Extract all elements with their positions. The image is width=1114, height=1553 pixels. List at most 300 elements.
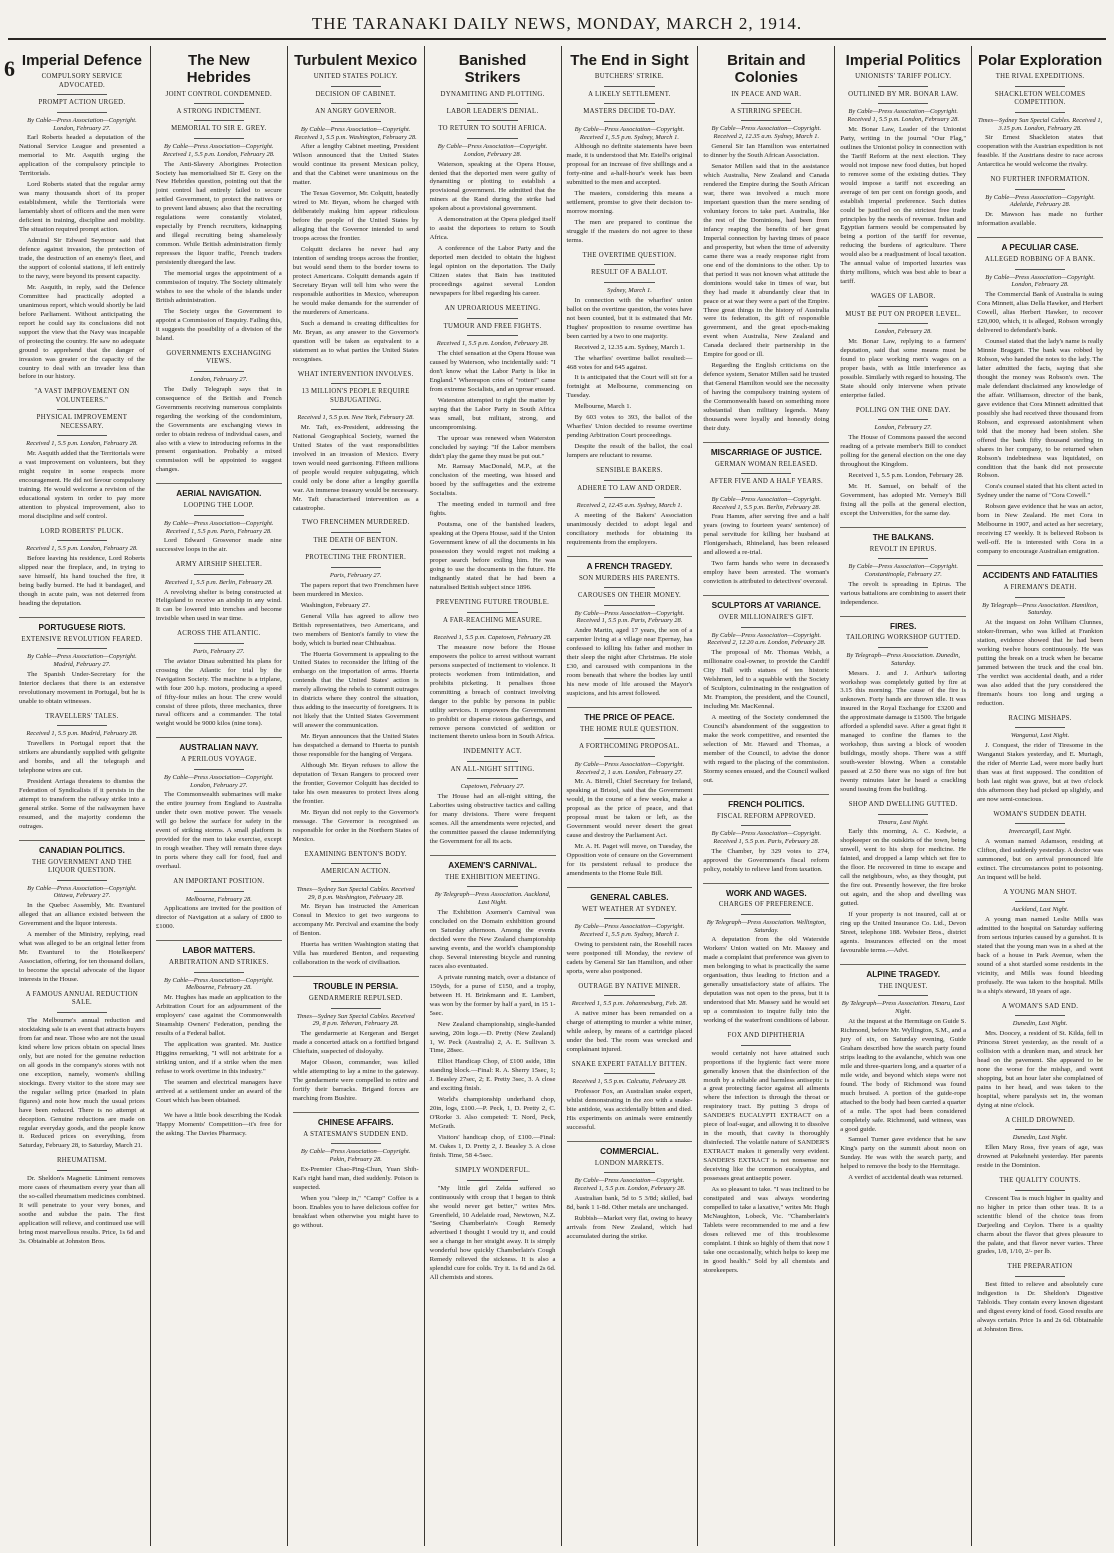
- dateline: By Telegraph—Press Association. Auckland, Last Night.: [434, 891, 551, 907]
- subheading-rule: [741, 473, 791, 474]
- article: [840, 293, 966, 401]
- article-paragraph: Waterston attempted to right the matter by saying that the Labor Party in South Africa was small, but militant, strong, and uncompromising.: [429, 396, 556, 431]
- article-headline: FRENCH POLITICS.: [703, 794, 829, 810]
- dateline: Received 1, 5.5 p.m. Calcutta, February 28.: [572, 1078, 687, 1086]
- article-subheading: RACING MISHAPS.: [1008, 714, 1072, 722]
- article: [977, 565, 1103, 709]
- article-subheading: DECISION OF CABINET.: [315, 90, 396, 98]
- subheading-rule: [1015, 823, 1065, 824]
- subheading-rule: [467, 886, 517, 887]
- article-paragraph: Mr. Asquith added that the Territorials were a vast improvement on volunteers, but they might require in some respects more encouragement. He did not favour compulsory training. He would welcome a revision of the educational system in order to pay more attention to physical improvement, also to moral discipline and self control.: [19, 450, 145, 520]
- article-paragraph: Sir Ernest Shackleton states that cooperation with the Austrian expedition is not feasible. If the Austrians desire to race across Antarctica he would welcome the rivalry.: [977, 134, 1103, 169]
- subheading-rule: [604, 121, 654, 122]
- article-subheading: NO FURTHER INFORMATION.: [990, 176, 1090, 184]
- subheading-rule: [57, 435, 107, 436]
- article-subheading: DYNAMITING AND PLOTTING.: [440, 90, 545, 98]
- article: [567, 73, 693, 246]
- subheading-rule: [57, 1012, 107, 1013]
- article-paragraph: Earl Roberts headed a deputation of the National Service League and presented a memorial to Mr. Asquith urging the application of the compulsory principle to Territorials.: [19, 134, 145, 178]
- dateline: Received 1, 5.5 p.m. London, February 28.: [26, 545, 138, 553]
- dateline: Times—Sydney Sun Special Cables. Received 1, 3.15 p.m. London, February 28.: [977, 116, 1103, 132]
- subheading-rule: [467, 629, 517, 630]
- article-subheading: THE EXHIBITION MEETING.: [445, 873, 541, 881]
- article: [19, 388, 145, 521]
- article-subheading: TWO FRENCHMEN MURDERED.: [301, 519, 410, 527]
- dateline: By Cable—Press Association—Copyright. Received 1, 5.5 p.m. London, February 28.: [573, 1177, 686, 1193]
- masthead: THE TARANAKI DAILY NEWS, MONDAY, MARCH 2, 1914.: [311, 14, 803, 33]
- article-paragraph: The House of Commons passed the second reading of a private member's Bill to conduct polling for the general election on the one day throughout the Kingdom.: [840, 434, 967, 468]
- article-paragraph: Best fitted to relieve and absolutely cure indigestion is Dr. Sheldon's Digestive Tabloids. They contain every known digestant and digest every kind of food. Good results are always certain. Price 1s and 2s 6d. Obtainable at Johnston Bros.: [977, 1280, 1103, 1333]
- article-subheading: A PERILOUS VOYAGE.: [181, 756, 257, 764]
- news-column: [972, 46, 1108, 1546]
- article: [977, 1177, 1103, 1257]
- dateline: By Cable—Press Association—Copyright. Received 2, 12.35 a.m. Sydney, March 1.: [711, 125, 822, 141]
- subheading-rule: [604, 264, 654, 265]
- article-paragraph: The application was granted. Mr. Justice Higgins remarking, "I will not arbitrate for a striking union, and if a strike when the men refuse to work overtime in this industry.": [155, 1041, 282, 1075]
- article-paragraph: J. Conquest, the rider of Tiresome in the Wanganui Stakes yesterday, and E. Murtagh, the rider of Merrie Lad, were more badly hurt than was at first supposed. The condition of both last night was grave, but at two o'clock this afternoon they had picked up slightly, and are now semi-conscious.: [977, 742, 1103, 803]
- article-paragraph: A meeting of the Bakers' Association unanimously decided to adopt legal and conciliatory methods for obtaining its requirements from the employers.: [566, 511, 693, 546]
- subheading-rule: [878, 306, 928, 307]
- article-subheading: THE OVERTIME QUESTION.: [582, 251, 677, 259]
- column-headline: Britain and Colonies: [727, 52, 806, 87]
- subheading-rule: [331, 567, 381, 568]
- subheading-rule: [467, 778, 517, 779]
- article-subheading: AFTER FIVE AND A HALF YEARS.: [709, 478, 824, 486]
- dateline: Times—Sydney Sun Special Cables. Received 29, 8 p.m. Washington, February 28.: [296, 885, 415, 901]
- article: [703, 91, 829, 435]
- article-paragraph: The Daily Telegraph says that in consequence of the British and French Governments receiving numerous complaints regarding the working of the condominium, the Governments are exchanging views in order to obtain redress of individual cases, and also with a view to introducing reforms in the present organisation. Probably a mixed commission will be appointed to suggest changes.: [155, 385, 282, 474]
- article-paragraph: When you "sleep in," "Camp" Coffee is a boon. Enables you to have delicious coffee for breakfast when otherwise you might have to go without.: [292, 1194, 419, 1229]
- subheading-rule: [878, 814, 928, 815]
- news-column: [562, 46, 699, 1546]
- subheading-rule: [467, 335, 517, 336]
- article-paragraph: Dr. Sheldon's Magnetic Liniment removes more cases of rheumatism every year than all the so-called rheumatism medicines combined. It will penetrate to your very bones, and soothe and subdue the pain. The first application will relieve, and continued use will bring most marvellous results. Price, 1s 6d and 3s. Obtainable at Johnston Bros.: [19, 1174, 145, 1245]
- article-paragraph: Washington, February 27.: [300, 601, 371, 609]
- subheading-rule: [467, 138, 517, 139]
- article-paragraph: Australian bank, 5d to 5 3/8d; skilled, bad 8d, bank 1 1-8d. Other metals are unchanged.: [566, 1195, 693, 1211]
- article-paragraph: Mr. Bryan did not reply to the Governor's message. The Governor is recognised as responsible for order in the Northern States of Mexico.: [292, 808, 419, 843]
- article-subheading: AN UPROARIOUS MEETING.: [444, 305, 541, 313]
- article-subheading: CHARGES OF PREFERENCE.: [718, 901, 814, 909]
- subheading-rule: [604, 103, 654, 104]
- article-subheading: MEMORIAL TO SIR E. GREY.: [171, 125, 267, 133]
- article-paragraph: Samuel Turner gave evidence that he saw King's party on the summit about noon on Sunday. He was with the search party, and helped to remove the body to the Hermitage.: [840, 1136, 967, 1171]
- article-subheading: A STIRRING SPEECH.: [730, 107, 803, 115]
- article-paragraph: Crescent Tea is much higher in quality and no higher in price than other teas. It is a scientific blend of the choice teas from Darjeeling and Ceylon. There is a quality charm about the flavor that gives pleasure to the palate, and that flavor never varies. Three grades, 1/8, 1/10, 2/- per lb.: [977, 1194, 1103, 1256]
- article-paragraph: Received 1, 5.5 p.m. London, February 28.: [848, 471, 964, 479]
- article-headline: TROUBLE IN PERSIA.: [293, 976, 419, 992]
- subheading-rule: [467, 612, 517, 613]
- article: [977, 1117, 1103, 1171]
- subheading-rule: [878, 995, 928, 996]
- subheading-rule: [741, 491, 791, 492]
- subheading-rule: [1015, 189, 1065, 190]
- article-subheading: AN IMPORTANT POSITION.: [173, 878, 265, 886]
- article-paragraph: The Commercial Bank of Australia is suing Cora Minnett, alias Della Hawker, and Herbert Cowell, alias Herbert Hawker, to recover £20,000, which, it is alleged, Robson wrongly delivered to defendant's bank.: [977, 291, 1103, 334]
- article-headline: AXEMEN'S CARNIVAL.: [430, 855, 556, 871]
- article-paragraph: Waterson, speaking at the Opera House, denied that the deported men were guilty of dynamiting or plotting to establish a provisional government. He admitted that the miners at the Rand during the strike had spoken about a provisional government.: [429, 160, 556, 213]
- page-number: 6: [4, 56, 15, 81]
- article-paragraph: The memorial urges the appointment of a commission of inquiry. The Society ultimately wishes to see the whole of the islands under British administration.: [155, 270, 282, 305]
- article-paragraph: Mr. Bonar Law, replying to a farmers' deputation, said that some means must be found to place working men's wages on a proper basis, with as little interference as possible. Similarly with regard to housing. The State should only intervene when private enterprise failed.: [840, 338, 967, 399]
- article-paragraph: Before leaving his residence, Lord Roberts slipped near the fireplace, and, in trying to save himself, his hand touched the fire, it being badly burned. He had it bandaged, and though in acute pain, was not deterred from heading the deputation.: [19, 555, 145, 608]
- article-subheading: A STRONG INDICTMENT.: [176, 107, 262, 115]
- article-subheading: A YOUNG MAN SHOT.: [1003, 889, 1077, 896]
- dateline: Paris, February 27.: [192, 647, 245, 655]
- article-paragraph: Robson gave evidence that he was an actor, born in New Zealand. He met Cora in Melbourne in 1907, and acted as her secretary, receiving £7 weekly. It is believed Robson is well-off. He is interested with Cora in a company to encourage Australian emigration.: [977, 503, 1103, 556]
- article-paragraph: The seamen and electrical managers have arrived at a settlement under an award of the Court which has been obtained.: [155, 1078, 282, 1104]
- dateline: Invercargill, Last Night.: [1008, 828, 1072, 836]
- article-paragraph: Messrs. J. and J. Arthur's tailoring workshop was completely gutted by fire at 3.15 this morning. The cause of the fire is unknown. Forty hands are thrown idle. It was insured in the Royal Exchange for £3200 and the approximate damage is £1500. The brigade afforded a splendid save. After a great fight it managed to confine the flames to the workshop, thus saving a block of wooden buildings, mostly shops. There was a stiff south-wester blowing. When a constable passed at 2.50 there was no sign of fire but twenty minutes later he heard a crackling sound issuing from the building.: [840, 669, 967, 794]
- article-subheading: LOOPING THE LOOP.: [183, 502, 254, 510]
- dateline: By Telegraph—Press Association. Timaru, Last Night.: [841, 1000, 965, 1016]
- subheading-rule: [57, 725, 107, 726]
- subheading-rule: [1015, 1129, 1065, 1130]
- article: [156, 91, 282, 344]
- subheading-rule: [741, 1045, 791, 1046]
- dateline: Dunedin, Last Night.: [1012, 1134, 1068, 1142]
- article-subheading: A FAR-REACHING MEASURE.: [443, 616, 543, 624]
- dateline: Received 1, 5.5 p.m. London, February 28.: [436, 340, 549, 348]
- article-paragraph: would certainly not have attained such proportions if the hygienic fact were more generally known that the disinfection of the mouth by a reliable and harmless antiseptic is a great protecting factor against all ailments where the infection is through the throat or respiratory tract. By putting 3 drops of SANDER'S EUCALYPTI EXTRACT on a piece of loaf-sugar, and allowing it to dissolve in the mouth, that cavity is thoroughly disinfected. The volatile nature of SANDER'S EXTRACT makes it generally very evident. SANDER'S EXTRACT is not nonsense nor deceiving like the common eucalyptus, and possesses great antiseptic power.: [703, 1049, 830, 1183]
- article: [567, 707, 693, 879]
- subheading-rule: [331, 409, 381, 410]
- article-paragraph: Professor Fox, an Australian snake expert, whilst demonstrating in the zoo with a snake-bite antidote, was accidentally bitten and died. His experiments on animals were eminently successful.: [566, 1088, 693, 1132]
- article-paragraph: The Spanish Under-Secretary for the Interior declares that there is an extensive revolutionary movement in Portugal, but he is unable to obtain witnesses.: [19, 670, 145, 705]
- article-headline: FIRES.: [840, 616, 966, 632]
- article-subheading: A FAMOUS ANNUAL REDUCTION SALE.: [25, 990, 139, 1007]
- subheading-rule: [878, 323, 928, 324]
- subheading-rule: [1015, 1190, 1065, 1191]
- article-paragraph: "My little girl Zelda suffered so continuously with croup that I began to think she would never get better," writes Mrs. Greenfield, 10 Adelaide road, Newtown, N.Z. "Seeing Chamberlain's Cough Remedy advertised I thought I would try it, and could see a change in her straight away. It is simply wonderful how quickly Chamberlain's Cough Remedy relieved the sickness. It is also a splendid cure for colds. Try it. 1s 6d and 2s 6d. All chemists and stores.: [429, 1184, 556, 1282]
- dateline: By Cable—Press Association—Copyright. Received 1, 5.5 p.m. Sydney, March 1.: [574, 923, 685, 939]
- dateline: By Cable—Press Association—Copyright. Ottawa, February 27.: [27, 884, 137, 900]
- article: [567, 1141, 693, 1242]
- article: [703, 1032, 829, 1276]
- article-subheading: A FORTHCOMING PROPOSAL.: [579, 743, 680, 751]
- dateline: Received 1, 5.5 p.m. London, February 28.: [26, 440, 138, 448]
- subheading-rule: [331, 383, 381, 384]
- article-subheading: FOX AND DIPHTHERIA: [727, 1032, 806, 1040]
- article-subheading: WHAT INTERVENTION INVOLVES.: [297, 370, 414, 378]
- article-subheading: BUTCHERS' STRIKE.: [594, 73, 664, 81]
- subheading-rule: [604, 282, 654, 283]
- article: [19, 1157, 145, 1246]
- article-headline: THE BALKANS.: [840, 527, 966, 543]
- subheading-rule: [604, 86, 654, 87]
- article: [430, 855, 556, 1161]
- dateline: By Cable—Press Association—Copyright. London, February 27.: [164, 773, 274, 789]
- article-subheading: PROMPT ACTION URGED.: [38, 99, 126, 107]
- subheading-rule: [57, 1170, 107, 1171]
- dateline: Received 1, 5.5 p.m. Berlin, February 28.: [164, 578, 273, 586]
- dateline: By Cable—Press Association—Copyright. London, February 27.: [27, 116, 137, 132]
- article-paragraph: Ex-Premier Chao-Ping-Chun, Yuan Shih-Kai's right hand man, died suddenly. Poison is suspected.: [292, 1165, 419, 1191]
- article: [703, 442, 829, 587]
- subheading-rule: [57, 540, 107, 541]
- subheading-rule: [331, 1143, 381, 1144]
- article-subheading: A FIREMAN'S DEATH.: [1003, 584, 1077, 592]
- article-subheading: RHEUMATISM.: [56, 1157, 107, 1165]
- article-paragraph: The Anti-Slavery Aborigines Protection Society has memorialised Sir E. Grey on the New Hebrides question, pointing out that the joint control had entirely failed to secure settled Government, to protect the natives or to prevent land abuses; also that the recruiting regulations were constantly violated, especially by French recruiters, kidnapping and illegal recruiting being shamelessly common. While British administration firmly represses the liquor traffic, French traders persistently disregard the law.: [155, 160, 282, 267]
- dateline: Received 1, 5.5 p.m. Capetown, February 28.: [433, 634, 552, 641]
- article: [19, 991, 145, 1152]
- subheading-rule: [1015, 1276, 1065, 1277]
- news-column: [14, 46, 151, 1546]
- article-subheading: UNITED STATES POLICY.: [313, 73, 398, 81]
- article-subheading: SON MURDERS HIS PARENTS.: [578, 574, 680, 582]
- article: [156, 737, 282, 872]
- subheading-rule: [194, 515, 244, 516]
- dateline: By Cable—Press Association—Copyright. Melbourne, February 28.: [164, 976, 274, 992]
- dateline: By Cable—Press Association—Copyright. Received 1, 5.5 p.m. Berlin, February 28.: [711, 495, 822, 511]
- article-paragraph: A verdict of accidental death was returned.: [848, 1174, 963, 1182]
- article-subheading: SNAKE EXPERT FATALLY BITTEN.: [571, 1060, 688, 1068]
- article-paragraph: The measure now before the House empowers the police to arrest without warrant persons suspected of incitement to violence. It protects workmen from intimidation, and prohibits picketing. It penalises those committing a breach of contract involving danger to the public by persons in public utility services. It empowers the Government to prohibit or disperse riotous gatherings, and remove persons convicted of sedition or incitement thereto unless born in South Africa.: [429, 643, 556, 741]
- article: [156, 561, 282, 624]
- subheading-rule: [1015, 727, 1065, 728]
- article-paragraph: Senator Millen said that in the assistance which Australia, New Zealand and Canada rendered the Empire during the South African war, there was involved a much more important question than the mere sending of voluntary forces to take part. Australia, like the rest of the Dominions, had been from infancy reaping the benefits of her great Imperial connection by having times of peace and prosperity, but when the time of adversity came there was a ready response right from one end of the dominions to the other. Up to that period it was not known what attitude the dominions would take in times of war, but they had made it abundantly clear that in peace or at war they were a part of the Empire. Three great things in the history of Australia were its federation, its gift of responsible government, and the great epoch-making event when Australia, New Zealand and Canada declared their partnership in the Empire for good or ill.: [703, 163, 830, 359]
- article-paragraph: Mr. Bryan announces that the United States has despatched a demand to Huerta to punish those responsible for the hanging of Vergara.: [292, 733, 419, 759]
- subheading-rule: [604, 480, 654, 481]
- article-paragraph: We have a little book describing the Kodak 'Happy Moments' Competition—it's free for the asking. The Davies Pharmacy.: [155, 1111, 282, 1137]
- dateline: By Cable—Press Association—Copyright. Received 1, 5.5 p.m. Paris, February 28.: [711, 830, 822, 845]
- subheading-rule: [331, 863, 381, 864]
- article-paragraph: Mr. A. H. Paget will move, on Tuesday, the Opposition vote of censure on the Government for its persistent refusal to produce the amendments to the Home Rule Bill.: [566, 843, 693, 878]
- article: [430, 1167, 556, 1283]
- article-subheading: 13 MILLION'S PEOPLE REQUIRE SUBJUGATING.: [301, 388, 410, 404]
- article-paragraph: Although Mr. Bryan refuses to allow the deputation of Texan Rangers to proceed over the frontier, Governor Colquitt has decided to take his own measures to protect lives along the frontier.: [292, 762, 419, 806]
- article-paragraph: The revolt is spreading in Epirus. The various battalions are combining to assert their independence.: [840, 580, 967, 606]
- article-subheading: A CHILD DROWNED.: [1005, 1117, 1076, 1124]
- article-subheading: OVER MILLIONAIRE'S GIFT.: [718, 614, 814, 622]
- subheading-rule: [604, 1073, 654, 1074]
- subheading-rule: [331, 549, 381, 550]
- subheading-rule: [604, 995, 654, 996]
- column-headline: The End in Sight: [570, 52, 689, 69]
- subheading-rule: [604, 756, 654, 757]
- article-paragraph: Although no definite statements have been made, it is understood that Mr. Estell's original proposal for an increase of five shillings and a forty-nine and a-half-hour's week has been submitted to the men and accepted.: [566, 143, 693, 187]
- article-subheading: A LIKELY SETTLEMENT.: [588, 90, 671, 98]
- article: [840, 407, 966, 519]
- article: [430, 599, 556, 742]
- subheading-rule: [1015, 86, 1065, 87]
- article-paragraph: Regarding the English criticisms on the defence system, Senator Millen said he trusted that General Hamilton would see the necessity of having the compulsory training system of the Commonwealth based on something more substantial than military legends. Many thousands were loyally and honestly doing their duty.: [703, 362, 830, 433]
- dateline: Dunedin, Last Night.: [1012, 1020, 1068, 1028]
- article-paragraph: The papers report that two Frenchmen have been murdered in Mexico.: [292, 581, 419, 598]
- article-subheading: PREVENTING FUTURE TROUBLE.: [435, 599, 550, 607]
- subheading-rule: [194, 371, 244, 372]
- article-paragraph: Travellers in Portugal report that the strikers are abundantly supplied with gelignite and bombs, and all the telegraph and telephone wires are cut.: [19, 740, 145, 775]
- subheading-rule: [467, 103, 517, 104]
- article-subheading: MUST BE PUT ON PROPER LEVEL.: [845, 310, 962, 318]
- article-paragraph: After a lengthy Cabinet meeting, President Wilson announced that the United States would continue its present Mexican policy, and that the Cabinet were unanimous on the matter.: [292, 143, 419, 187]
- subheading-rule: [194, 120, 244, 121]
- subheading-rule: [1015, 269, 1065, 270]
- article-paragraph: Mr. Bryan has instructed the American Consul in Mexico to get two surgeons to accompany Mr. Percival and examine the body of Benton.: [292, 903, 419, 938]
- article-subheading: SIMPLY WONDERFUL.: [455, 1167, 531, 1175]
- article: [840, 801, 966, 956]
- article-subheading: POLLING ON THE ONE DAY.: [855, 406, 951, 414]
- article-paragraph: In the Quebec Assembly, Mr. Evanturel alleged that an alliance existed between the Government and the liquor interests.: [19, 902, 145, 928]
- article-paragraph: Owing to persistent rain, the Rosehill races were postponed till Monday, the review of cadets by General Sir Ian Hamilton, and other sports, were also postponed.: [566, 940, 693, 975]
- article-subheading: AN ALL-NIGHT SITTING.: [450, 765, 535, 773]
- article: [977, 73, 1103, 170]
- article-paragraph: Huerta has written Washington stating that Villa has murdered Benton, and requesting collaboration in the work of civilisation.: [292, 941, 419, 967]
- article-paragraph: Counsel stated that the lady's name is really Minnie Braggett. The bank was robbed by Robson, who handed the notes to the lady. The latter admitted the facts, saying that she thought the money was Robson's own. The male defendant disclaimed any knowledge of the affair. Williamson, director of the bank, gave evidence that Cora Minnett admitted that possibly she had received three thousand from Robson, and expressed astonishment when told that the money had been stolen. She offered the bank fifty thousand sterling in shares in her company, to be returned when Robson's indebtedness was liquidated, on condition that the bank did not prosecute Robson.: [977, 337, 1103, 480]
- article-headline: AERIAL NAVIGATION.: [156, 483, 282, 499]
- article-paragraph: President Arriaga threatens to dismiss the Federation of Syndicalists if it persists in the attempt to transform the railway strike into a general strike. Some of the railwaymen have resumed, and the majority condemn the outrages.: [19, 777, 145, 830]
- dateline: By Telegraph—Press Association. Wellington, Saturday.: [706, 918, 826, 934]
- article: [293, 73, 419, 364]
- article-paragraph: A native miner has been remanded on a charge of attempting to murder a white miner, while asleep, by means of a cartridge placed under the bed. The room was wrecked and complainant injured.: [566, 1010, 693, 1053]
- dateline: London, February 28.: [874, 328, 932, 336]
- article-subheading: LABOR LEADER'S DENIAL.: [446, 107, 539, 115]
- column-headline: Polar Exploration: [977, 52, 1103, 69]
- dateline: Paris, February 27.: [329, 571, 382, 579]
- article-subheading: SHACKLETON WELCOMES COMPETITION.: [994, 90, 1086, 107]
- column-headline: The New Hebrides: [186, 52, 251, 87]
- dateline: By Cable—Press Association—Copyright. London, February 28.: [437, 142, 548, 158]
- article-subheading: THE DEATH OF BENTON.: [313, 536, 398, 544]
- article-subheading: JOINT CONTROL CONDEMNED.: [165, 90, 272, 98]
- article-paragraph: Mr. Bonar Law, Leader of the Unionist Party, writing in the journal "Our Flag," outlines the Unionist policy in connection with the Tariff Reform at the next election. They would not impose new food duties, but hoped to remove some of the existing duties. They would impose a tariff not exceeding an average of ten per cent on foreign goods, and establish imperial preference. Such duties could be justified on the strictest free trade principles by the needs of revenue. Indian and Egyptian farmers would be compensated by being a portion of the tariff for revenue, reducing the burdens of agriculture. There would also be a readjustment of local taxation. The annual value of imported luxuries was thirty millions, which was best able to bear a tariff.: [840, 125, 967, 286]
- article-paragraph: The meeting ended in turmoil and free fights.: [429, 501, 556, 518]
- article: [840, 616, 966, 795]
- article-subheading: REVOLT IN EPIRUS.: [869, 545, 937, 553]
- dateline: Melbourne, February 28.: [185, 895, 252, 903]
- article-paragraph: The chief sensation at the Opera House was caused by Waterson, who incidentally said: "I don't know what the Labor Party is like in England." Whereupon cries of "rotten!" came from extreme Socialists, and an uproar ensued.: [429, 349, 556, 393]
- dateline: Received 1, 5.5 p.m. New York, February 28.: [297, 414, 414, 421]
- article-headline: A PECULIAR CASE.: [977, 237, 1103, 253]
- article-subheading: SHOP AND DWELLING GUTTED.: [848, 801, 958, 809]
- article-paragraph: The aviator Dinau submitted his plans for crossing the Atlantic for trial by the Navigation Society. The machine is a triplane, with four 200 h.p. motors, producing a speed of fifty-four miles an hour. The crew would consist of three pilots, three mechanics, three naval officers and a commander. The total weight would be 9000 kilos (nine tons).: [155, 657, 282, 728]
- article-subheading: SENSIBLE BAKERS.: [596, 467, 663, 475]
- article-paragraph: Colquitt declares he never had any intention of sending troops across the frontier, but would send them to the border towns to protect Americans. Colquitt demands again if Secretary Bryan will tell him who were the responsible authorities in Mexico, whereupon he would make demands for the surrender of the murderers of Americans.: [292, 245, 419, 316]
- article-paragraph: A woman named Adamson, residing at Clifton, died suddenly yesterday. A doctor was summoned, but on arrival pronounced life extinct. The circumstances point to poisoning. An inquest will be held.: [977, 838, 1103, 882]
- subheading-rule: [331, 103, 381, 104]
- subheading-rule: [604, 497, 654, 498]
- article-subheading: TO RETURN TO SOUTH AFRICA.: [438, 125, 547, 133]
- subheading-rule: [57, 112, 107, 113]
- article-paragraph: The men are prepared to continue the struggle if the masters do not agree to these terms.: [566, 219, 693, 244]
- article: [19, 528, 145, 609]
- dateline: By Cable—Press Association—Copyright. London, February 28.: [985, 273, 1095, 289]
- article: [156, 940, 282, 1106]
- article: [156, 350, 282, 475]
- article-paragraph: The Huerta Government is appealing to the United States to reconsider the lifting of the embargo on the importation of arms. Huerta contends that the United States' action is merely allowing the rebels to commit outrages in districts where they control the situation, thus adding to the insecurity of foreigners. It is not likely that the United States Government will answer the communication.: [292, 650, 419, 730]
- article-paragraph: Mr. Hughes has made an application to the Arbitration Court for an adjournment of the employers' case against the Commonwealth Steamship Owners' Federation, pending the results of a Federal ballot.: [155, 994, 282, 1038]
- article-subheading: "A VAST IMPROVEMENT ON VOLUNTEERS.": [34, 388, 130, 404]
- article-headline: WORK AND WAGES.: [703, 883, 829, 899]
- article-paragraph: Lord Roberts stated that the regular army was many thousands short of its proper establishment, while the Territorials were lamentably short of officers and the men were deficient in training, discipline and mobility. The situation required prompt action.: [19, 181, 145, 233]
- article: [840, 73, 966, 287]
- article-subheading: GERMAN WOMAN RELEASED.: [714, 460, 818, 468]
- column-headline: Banished Strikers: [458, 52, 527, 87]
- article-subheading: AMERICAN ACTION.: [320, 868, 391, 876]
- article: [430, 748, 556, 847]
- subheading-rule: [467, 318, 517, 319]
- article-paragraph: A conference of the Labor Party and the deported men decided to obtain the highest legal opinion on the deportation. The Daily Citizen states that Bain has instituted proceedings against several London newspapers for libel regarding his career.: [429, 245, 556, 298]
- article-headline: CANADIAN POLITICS.: [19, 840, 145, 856]
- article: [703, 794, 829, 875]
- article-subheading: WOMAN'S SUDDEN DEATH.: [993, 810, 1087, 818]
- article-subheading: THE HOME RULE QUESTION.: [580, 725, 679, 733]
- subheading-rule: [194, 891, 244, 892]
- dateline: Timaru, Last Night.: [877, 818, 929, 826]
- article: [977, 237, 1103, 557]
- article-paragraph: A private running match, over a distance of 150yds, for a purse of £150, and a trophy, between H. H. Brinkmann and E. Lambert, was won by the former by half a yard, in 15 1-5sec.: [429, 973, 556, 1017]
- article-paragraph: Mr. H. Samuel, on behalf of the Government, has adopted Mr. Verney's Bill fixing all the polls at the general election, except the Universities, for the same day.: [840, 482, 967, 517]
- article-subheading: MASTERS DECIDE TO-DAY.: [583, 108, 676, 116]
- article-paragraph: At the inquest at the Hermitage on Guide S. Richmond, before Mr. Wyllington, S.M., and a jury of six, on Saturday evening, Guide Graham described how the search party found strips leading to the avalanche, which was one mile and three-quarters long, and a quarter of a mile wide, and beyond which steps were not found. The body of Richmond was found much bruised. A portion of the guide-rope attached to the body had been carried a quarter of a mile. The spot had been considered completely safe. Richmond, said witness, was a good guide.: [840, 1017, 967, 1133]
- article: [430, 91, 556, 300]
- article-paragraph: Early this morning, A. C. Kedwie, a shopkeeper on the outskirts of the town, being unwell, went to his shop for medicine. He fainted, and dropped a lamp which set fire to the floor. He recovered in time to escape and call the neighbours, who, as they thought, put the fire out. Presently however, the fire broke out again, and the shop and dwelling was gutted.: [840, 828, 967, 908]
- article: [293, 371, 419, 514]
- article-paragraph: A meeting of the Society condemned the Council's abandonment of the suggestion to make the work competitive, and resented the selection of Mr. Havard and Thomas, a member of the Council, to advise the donor with regard to the placing of the commission. Stormy scenes ensued, and the Council walked out.: [703, 713, 830, 784]
- article-paragraph: At the inquest on John William Clunnes, stoker-fireman, who was killed at Frankton station, evidence showed that he had been working twelve hours continuously. He was putting the break on a truck when he became jammed between the truck and the coal bin. The verdict was accidental death, and a rider was also added that the jury considered the fireman's hours too long and urging a reduction.: [977, 619, 1103, 707]
- article-paragraph: Mr. Asquith, in reply, said the Defence Committee had practically adopted a unanimous report, which would shortly be laid before Parliament. Without anticipating the report he could say its conclusions did not support the view that the Navy was incapable of protecting the country. He saw no adequate ground to apprehend that the danger of invasion was greater or the capacity of the country to deal with an invader less than before in our history.: [19, 283, 145, 381]
- subheading-rule: [467, 120, 517, 121]
- article-paragraph: Despite the result of the ballot, the coal lumpers are reluctant to resume.: [566, 443, 693, 460]
- article: [19, 840, 145, 985]
- column-headline: Imperial Politics: [845, 52, 961, 69]
- article: [430, 305, 556, 593]
- article-paragraph: Major Olsson, commander, was killed while attempting to lay a mine to the gateway. The gendarmerie were compelled to retire and fortify their barracks. Brigand forces are marching from Bushire.: [292, 1059, 419, 1102]
- article-paragraph: The gendarmerie at Kergeran and Berget made a concerted attack on a fortified brigand Chieftain, suspected of disloyalty.: [292, 1030, 419, 1056]
- article: [293, 1112, 419, 1231]
- article-subheading: A WOMAN'S SAD END.: [1001, 1003, 1079, 1010]
- dateline: Received 1, 5.5 p.m. Johannesburg, Feb. 28.: [571, 1000, 688, 1008]
- subheading-rule: [741, 914, 791, 915]
- article: [567, 467, 693, 548]
- article: [567, 252, 693, 461]
- article-paragraph: World's championship underhand chop, 20in, logs, £100.—P. Peck, 1, D. Pretty 2, C. O'Rorke 3. Also competed: T. Nord, Peck, McGrath.: [429, 1096, 556, 1131]
- article: [156, 878, 282, 932]
- subheading-rule: [331, 121, 381, 122]
- article-paragraph: Poutsma, one of the banished leaders, speaking at the Opera House, said if the Union Government knew of all the documents in his possession they would regret not making a proper search before exiling him. He was going to use the documents in the future. He indignantly stated that he had been a naturalised British subject since 1896.: [429, 521, 556, 592]
- dateline: By Cable—Press Association—Copyright. Adelaide, February 28.: [985, 193, 1095, 209]
- column-headline: Imperial Defence: [21, 52, 142, 69]
- subheading-rule: [1015, 1015, 1065, 1016]
- article: [977, 715, 1103, 805]
- article: [567, 556, 693, 699]
- article-paragraph: The proposal of Mr. Thomas Welsh, a millionaire coal-owner, to provide the Cardiff City Hall with statues of ten historic Welshmen, led to a squabble with the Society of Sculptors, culminating in the resignation of Mr. Frampton, the president, and the Council, including Mr. MacKennal.: [703, 649, 830, 710]
- subheading-rule: [878, 558, 928, 559]
- article-subheading: A STATESMAN'S SUDDEN END.: [303, 1130, 409, 1138]
- dateline: By Cable—Press Association—Copyright. Received 1, 5.5 p.m. Washington, February 28.: [294, 125, 417, 141]
- article: [703, 883, 829, 1027]
- article-paragraph: Received 2, 12.35 a.m. Sydney, March 1.: [574, 343, 685, 351]
- subheading-rule: [1015, 597, 1065, 598]
- article-subheading: AN ANGRY GOVERNOR.: [315, 108, 397, 116]
- article-paragraph: The House had an all-night sitting, the Laborites using obstructive tactics and calling for many divisions. There were frequent scenes. All the amendments were rejected, and the committee passed the clause indemnifying the Government for all its acts.: [429, 793, 556, 846]
- subheading-rule: [57, 648, 107, 649]
- article-subheading: PHYSICAL IMPROVEMENT NECESSARY.: [36, 414, 128, 430]
- article: [156, 483, 282, 555]
- dateline: By Cable—Press Association—Copyright. Received 1, 5.5 p.m. Paris, February 28.: [164, 519, 274, 535]
- article: [840, 527, 966, 608]
- article-subheading: WAGES OF LABOR.: [870, 293, 936, 301]
- article-headline: SCULPTORS AT VARIANCE.: [703, 595, 829, 611]
- subheading-rule: [1015, 112, 1065, 113]
- article-subheading: OUTLINED BY MR. BONAR LAW.: [848, 90, 959, 98]
- subheading-rule: [741, 103, 791, 104]
- article-paragraph: A member of the Ministry, replying, read what was alleged to be an original letter from Mr. Evanturel to the Hotelkeepers' Association, offering, for ten thousand dollars, to become the special advocate of the liquor interests in the House.: [19, 931, 145, 983]
- subheading-rule: [604, 587, 654, 588]
- subheading-rule: [194, 103, 244, 104]
- dateline: Times—Sydney Sun Special Cables. Received 29, 8 p.m. Teheran, February 28.: [296, 1012, 415, 1028]
